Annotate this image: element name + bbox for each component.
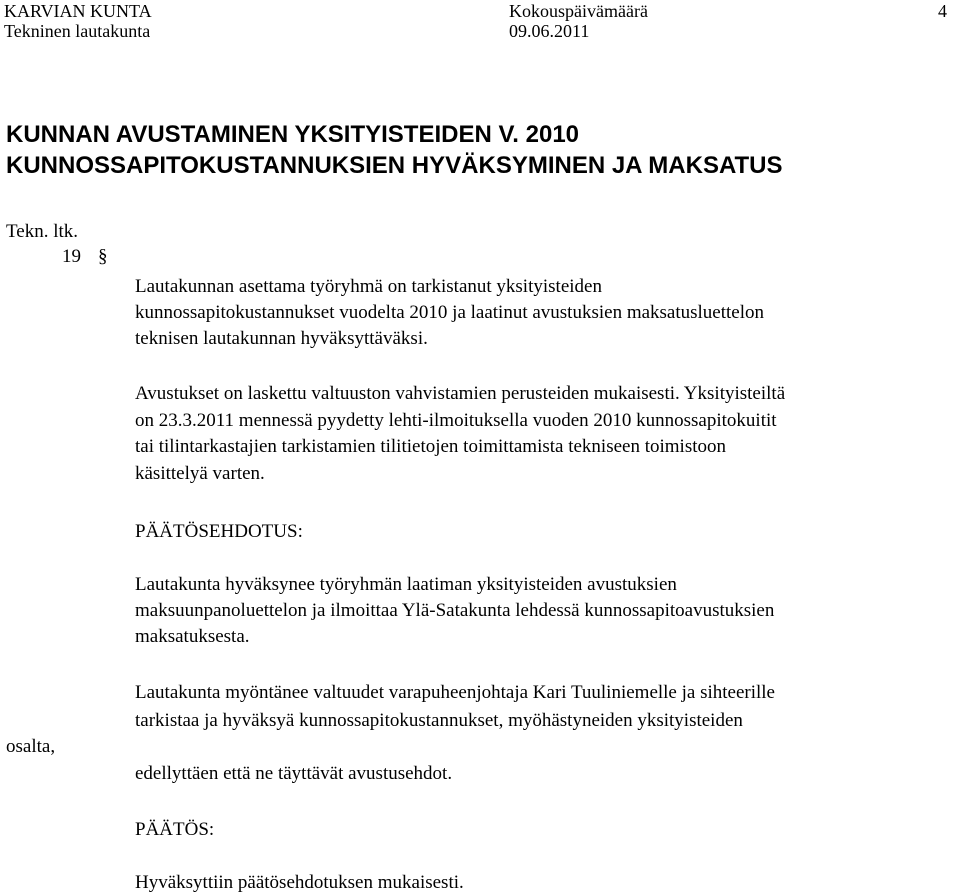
municipality-name: KARVIAN KUNTA [4,1,152,21]
section-symbol: § [98,246,108,267]
page-title-line-2: KUNNOSSAPITOKUSTANNUKSIEN HYVÄKSYMINEN JA MAKSATUS [6,152,783,179]
committee-name: Tekninen lautakunta [4,21,151,41]
page-title-line-1: KUNNAN AVUSTAMINEN YKSITYISTEIDEN V. 2010 [6,121,580,148]
paragraph-3-line-3: maksatuksesta. [135,626,250,647]
paragraph-1-line-3: teknisen lautakunnan hyväksyttäväksi. [135,328,428,349]
paragraph-4-line-3: edellyttäen että ne täyttävät avustusehdot. [135,763,453,784]
meeting-date: 09.06.2011 [509,21,590,41]
paragraph-4-line-1: Lautakunta myöntänee valtuudet varapuheenjohtaja Kari Tuuliniemelle ja sihteerille [135,682,775,703]
document-type-label: Kokouspäivämäärä [509,1,648,21]
paragraph-2-line-3: tai tilintarkastajien tarkistamien tilitietojen toimittamista tekniseen toimistoon [135,436,726,457]
paragraph-4-line-2: tarkistaa ja hyväksyä kunnossapitokustannukset, myöhästyneiden yksityisteiden [135,710,743,731]
paragraph-2-line-2: on 23.3.2011 mennessä pyydetty lehti-ilmoituksella vuoden 2010 kunnossapitokuitit [135,410,777,431]
decision-text: Hyväksyttiin päätösehdotuksen mukaisesti. [135,872,464,893]
paragraph-2-line-1: Avustukset on laskettu valtuuston vahvistamien perusteiden mukaisesti. Yksityisteiltä [135,383,786,404]
page-number: 4 [938,1,947,21]
paragraph-1-line-2: kunnossapitokustannukset vuodelta 2010 ja laatinut avustuksien maksatusluettelon [135,302,765,323]
committee-abbreviation: Tekn. ltk. [6,221,79,242]
side-note: osalta, [6,736,56,757]
proposal-heading: PÄÄTÖSEHDOTUS: [135,521,303,542]
decision-heading: PÄÄTÖS: [135,819,215,840]
paragraph-2-line-4: käsittelyä varten. [135,463,265,484]
paragraph-1-line-1: Lautakunnan asettama työryhmä on tarkistanut yksityisteiden [135,276,602,297]
paragraph-3-line-2: maksuunpanoluettelon ja ilmoittaa Ylä-Satakunta lehdessä kunnossapitoavustuksien [135,600,775,621]
paragraph-3-line-1: Lautakunta hyväksynee työryhmän laatiman yksityisteiden avustuksien [135,574,677,595]
section-number: 19 [62,246,81,267]
